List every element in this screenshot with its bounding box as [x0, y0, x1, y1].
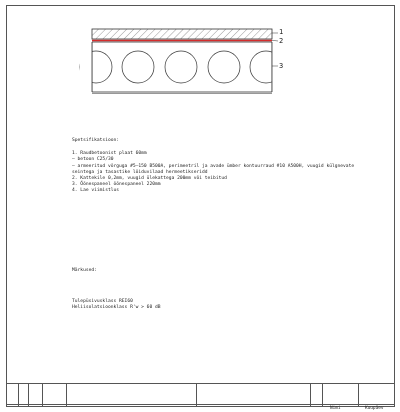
signature-label: Kuupäev [365, 406, 384, 411]
fire-resistance-note: Tulepüsivusklass REI60 [72, 299, 133, 305]
callout-3: 3 [279, 62, 284, 70]
callout-1: 1 [279, 28, 284, 36]
spec-item: 2. Kattekile 0,2mm, vuugid ülekattega 200mm või teibitud [72, 176, 227, 182]
spec-item: 1. Raudbetoonist plaat 60mm [72, 151, 147, 157]
specification-block [72, 138, 372, 195]
floor-section-drawing [0, 0, 400, 140]
specification-heading: Spetsifikatsioon: [72, 138, 120, 143]
spec-item: – armeeritud võrguga #5–150 B500A, perimeetril ja avade ümber kontuurraud #10 A500H, vuugid külgnevate [72, 163, 355, 169]
spec-item: seintega ja tasastike lõiduvilaad hermeetikseridd [72, 169, 208, 175]
title-block [6, 383, 395, 411]
name-label: Nimi [330, 406, 341, 411]
panel-void [208, 51, 240, 83]
spec-item: – betoon C25/30 [72, 157, 114, 163]
sound-insulation-note: Heliisolatsioonklass R'w > 60 dB [72, 305, 161, 311]
panel-void [122, 51, 154, 83]
callout-2: 2 [279, 37, 284, 45]
spec-item: 3. Õõnespaneel õõnespaneel 220mm [72, 182, 161, 188]
spec-item: 4. Lae viimistlus [72, 188, 120, 194]
concrete-topping-layer [92, 29, 272, 39]
notes-block [72, 268, 161, 312]
panel-void [165, 51, 197, 83]
notes-heading: Märkused: [72, 268, 97, 273]
hollow-core-panel [92, 42, 272, 92]
